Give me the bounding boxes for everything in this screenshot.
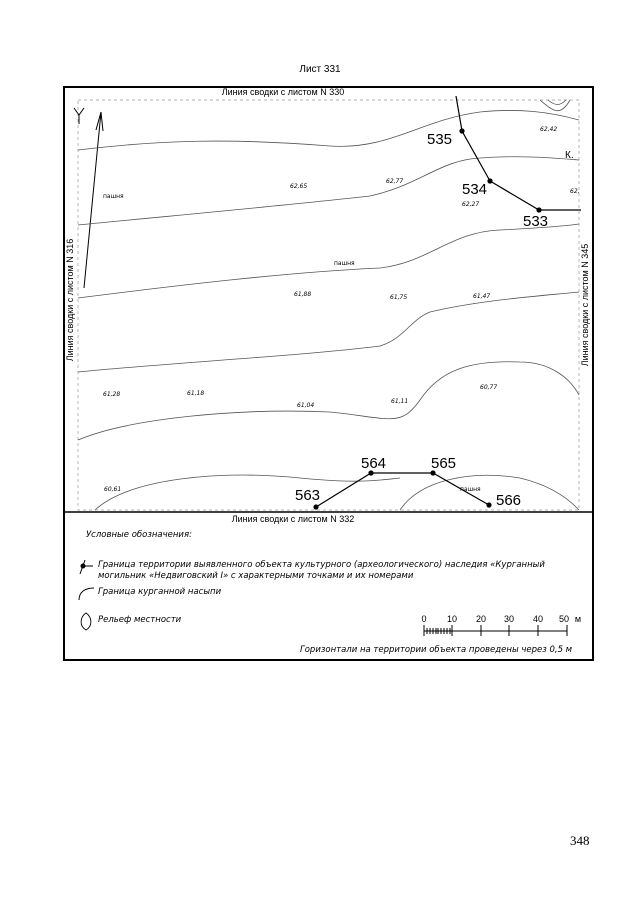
sheet-title: Лист 331 bbox=[299, 64, 341, 75]
legend-item-text: могильник «Недвиговский I» с характерными точками и их номерами bbox=[98, 571, 414, 581]
elevation-label: 60,61 bbox=[104, 486, 122, 493]
scale-caption: Горизонтали на территории объекта проведены через 0,5 м bbox=[300, 645, 573, 655]
legend-item-text: Граница территории выявленного объекта культурного (археологического) наследия «Курганный bbox=[98, 560, 545, 570]
boundary-line-icon bbox=[80, 560, 93, 574]
scale-bar bbox=[424, 625, 567, 636]
elevation-label: 61,11 bbox=[391, 398, 409, 405]
area-label: пашня bbox=[460, 486, 481, 493]
elevation-label: 62,77 bbox=[386, 178, 404, 185]
boundary-point-label: 565 bbox=[431, 455, 457, 472]
boundary-point-label: 535 bbox=[427, 131, 453, 148]
elevation-label: 62,27 bbox=[462, 201, 480, 208]
edge-label-right: Линия сводки с листом N 345 bbox=[580, 243, 590, 367]
corner-label: К. bbox=[565, 150, 574, 161]
boundary-point-label: 563 bbox=[295, 487, 321, 504]
mound-boundary-icon bbox=[79, 588, 94, 600]
edge-label-left: Линия сводки с листом N 316 bbox=[65, 238, 75, 362]
area-label: пашня bbox=[103, 193, 124, 200]
boundary-point-marker bbox=[486, 502, 491, 507]
elevation-label: 61,28 bbox=[103, 391, 121, 398]
elevation-label: 60,77 bbox=[480, 384, 498, 391]
boundary-point-marker bbox=[313, 504, 318, 509]
elevation-label: 62,42 bbox=[540, 126, 558, 133]
scale-tick-label: 30 bbox=[503, 614, 515, 624]
legend-item-text: Рельеф местности bbox=[98, 615, 182, 625]
legend-item-text: Граница курганной насыпи bbox=[98, 587, 222, 597]
scale-tick-label: 10 bbox=[446, 614, 458, 624]
elevation-label: 62,65 bbox=[290, 183, 308, 190]
relief-icon bbox=[81, 613, 91, 630]
scale-tick-label: 50 bbox=[558, 614, 570, 624]
boundary-point-label: 564 bbox=[361, 455, 387, 472]
contour-lines bbox=[78, 100, 579, 510]
page-number: 348 bbox=[570, 833, 590, 848]
elevation-label: 61,47 bbox=[473, 293, 491, 300]
elevation-label: 61,88 bbox=[294, 291, 312, 298]
boundary-point-marker bbox=[487, 178, 492, 183]
boundary-point-label: 566 bbox=[496, 492, 522, 509]
map-inner-border bbox=[78, 100, 579, 510]
scale-unit: м bbox=[574, 614, 582, 624]
boundary-point-label: 534 bbox=[462, 181, 488, 198]
legend-title: Условные обозначения: bbox=[86, 530, 192, 540]
scale-tick-label: 40 bbox=[532, 614, 544, 624]
area-label: пашня bbox=[334, 260, 355, 267]
edge-label-bottom: Линия сводки с листом N 332 bbox=[231, 514, 355, 524]
scale-tick-label: 0 bbox=[421, 614, 427, 624]
elevation-label: 61,04 bbox=[297, 402, 315, 409]
elevation-label: 62, bbox=[570, 188, 580, 195]
edge-label-top: Линия сводки с листом N 330 bbox=[221, 87, 345, 97]
elevation-label: 61,18 bbox=[187, 390, 205, 397]
site-boundary-south bbox=[316, 473, 489, 507]
scale-tick-label: 20 bbox=[475, 614, 487, 624]
boundary-point-marker bbox=[536, 207, 541, 212]
elevation-label: 61,75 bbox=[390, 294, 408, 301]
boundary-point-marker bbox=[459, 128, 464, 133]
boundary-point-label: 533 bbox=[523, 213, 549, 230]
